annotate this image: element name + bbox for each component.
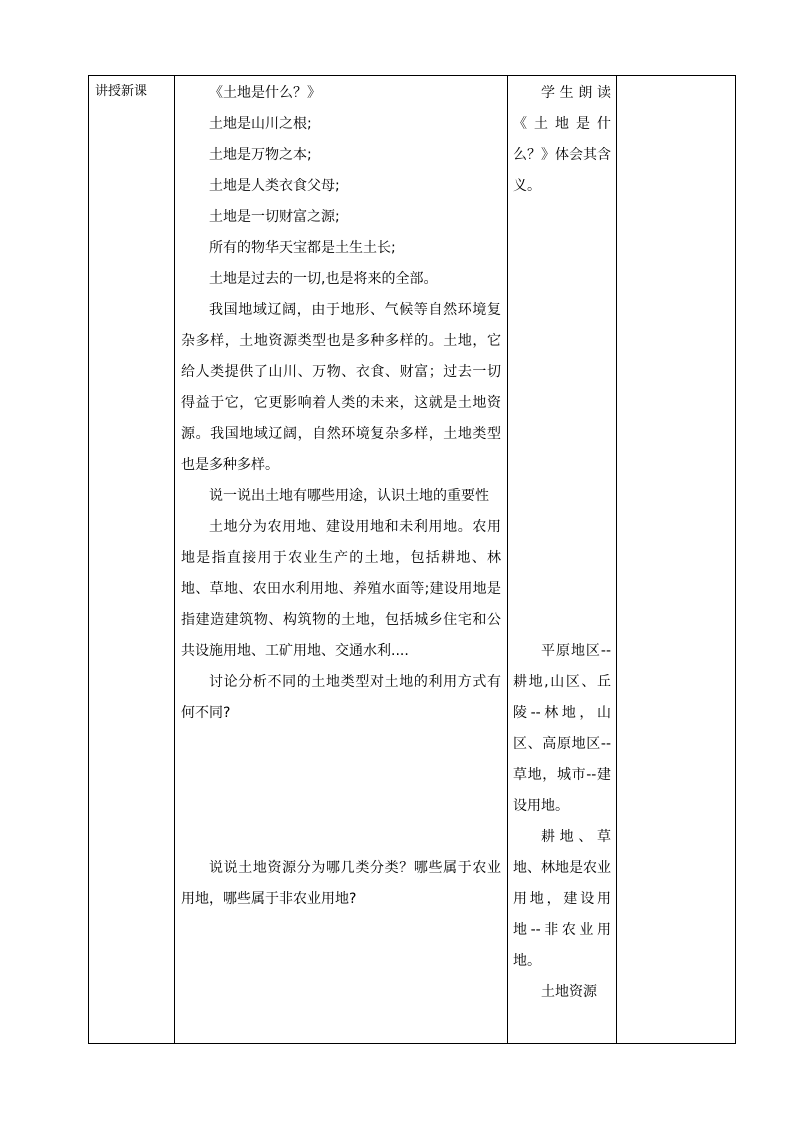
- student-answer: 耕地、草地、林地是农业用地，建设用地--非农业用地。: [513, 829, 611, 969]
- poem-line: 土地是一切财富之源;: [209, 209, 340, 225]
- student-answer: 土地资源: [541, 984, 597, 1000]
- poem-line: 土地是人类衣食父母;: [209, 178, 340, 194]
- poem-line: 土地是过去的一切,也是将来的全部。: [209, 271, 438, 287]
- poem-line: 土地是山川之根;: [209, 116, 312, 132]
- student-answer: 平原地区--耕地,山区、丘陵--林地，山区、高原地区--草地，城市--建设用地。: [513, 643, 611, 814]
- spacer: [181, 729, 501, 853]
- classification-question: 说说土地资源分为哪几类分类？哪些属于农业用地，哪些属于非农业用地?: [181, 860, 501, 907]
- land-resource-paragraph: 我国地域辽阔，由于地形、气候等自然环境复杂多样，土地资源类型也是多种多样的。土地，它给人类提供了山川、万物、衣食、财富；过去一切得益于它，它更影响着人类的未来，这就是土地资源。我国地域辽阔，自然环境复杂多样，土地类型也是多种多样。: [181, 302, 501, 473]
- student-activity-cell: [508, 76, 617, 1044]
- spacer: [513, 202, 611, 636]
- lesson-plan-table: [88, 75, 736, 1044]
- land-classification-paragraph: 土地分为农用地、建设用地和未利用地。农用地是指直接用于农业生产的土地，包括耕地、林地、草地、农田水利用地、养殖水面等;建设用地是指建造建筑物、构筑物的土地，包括城乡住宅和公共设施用地、工矿用地、交通水利....: [181, 519, 501, 659]
- uses-prompt: 说一说出土地有哪些用途，认识土地的重要性: [209, 488, 489, 504]
- notes-cell: [617, 76, 736, 1044]
- poem-title: 《土地是什么？》: [209, 85, 321, 101]
- student-reading-activity: 学生朗读《土地是什么？》体会其含义。: [513, 85, 611, 194]
- poem-line: 所有的物华天宝都是土生土长;: [209, 240, 396, 256]
- section-label: 讲授新课: [95, 84, 148, 99]
- poem-line: 土地是万物之本;: [209, 147, 312, 163]
- teacher-content-cell: [175, 76, 508, 1044]
- section-label-cell: [89, 76, 175, 1044]
- table-row: [89, 76, 736, 1044]
- discussion-question: 讨论分析不同的土地类型对土地的利用方式有何不同?: [181, 674, 501, 721]
